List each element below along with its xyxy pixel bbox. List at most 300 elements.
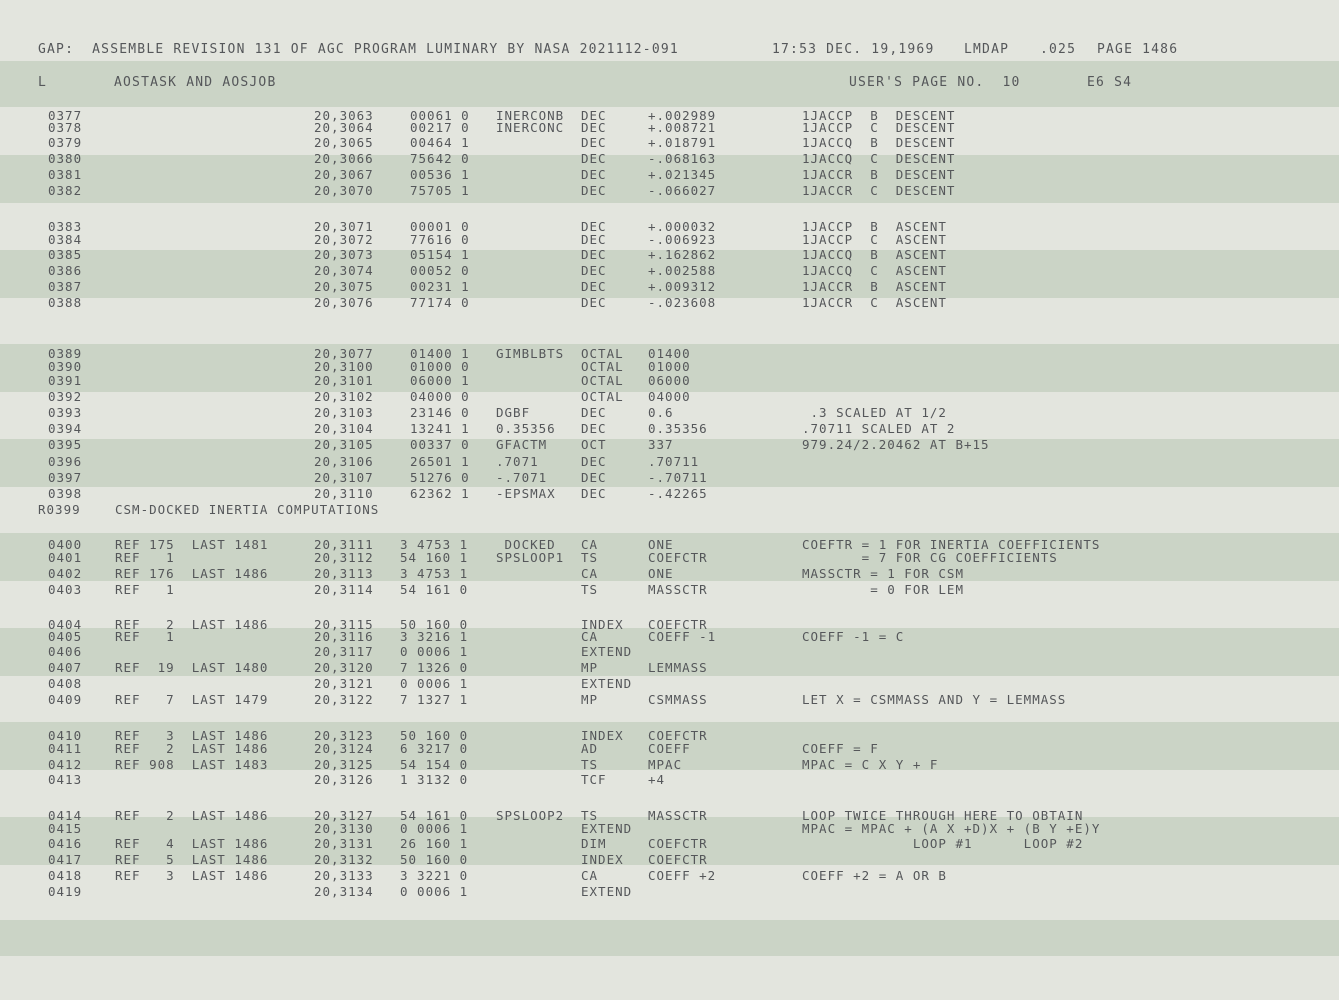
octal-value: 0 0006 1	[400, 676, 469, 691]
line-number: 0396	[48, 454, 83, 469]
operand: .70711	[648, 454, 700, 469]
listing-row	[0, 454, 1339, 470]
opcode: OCTAL	[581, 359, 624, 374]
listing-row	[0, 120, 1339, 136]
operand: 337	[648, 437, 674, 452]
users-page: USER'S PAGE NO. 10	[849, 75, 1021, 90]
opcode: INDEX	[581, 617, 624, 632]
operand: -.42265	[648, 486, 708, 501]
line-number: 0412	[48, 757, 83, 772]
listing-row	[0, 279, 1339, 295]
comment: MASSCTR = 1 FOR CSM	[802, 566, 964, 581]
opcode: DEC	[581, 135, 607, 150]
listing-row	[0, 852, 1339, 868]
octal-value: 50 160 0	[400, 728, 469, 743]
comment: 1JACCR B DESCENT	[802, 167, 956, 182]
operand: -.023608	[648, 295, 717, 310]
comment: COEFF +2 = A OR B	[802, 868, 947, 883]
address: 20,3102	[314, 389, 374, 404]
address: 20,3122	[314, 692, 374, 707]
listing-row	[0, 741, 1339, 757]
address: 20,3075	[314, 279, 374, 294]
opcode: EXTEND	[581, 644, 633, 659]
operand: +.009312	[648, 279, 717, 294]
address: 20,3114	[314, 582, 374, 597]
comment: COEFF = F	[802, 741, 879, 756]
address: 20,3103	[314, 405, 374, 420]
comment: = 7 FOR CG COEFFICIENTS	[802, 550, 1058, 565]
octal-value: 3 4753 1	[400, 566, 469, 581]
opcode: CA	[581, 537, 599, 552]
operand: MASSCTR	[648, 808, 708, 823]
line-number: 0392	[48, 389, 83, 404]
address: 20,3116	[314, 629, 374, 644]
opcode: DEC	[581, 279, 607, 294]
opcode: DIM	[581, 836, 607, 851]
listing-row	[0, 263, 1339, 279]
header-program: LMDAP	[964, 42, 1010, 57]
address: 20,3125	[314, 757, 374, 772]
opcode: DEC	[581, 167, 607, 182]
address: 20,3117	[314, 644, 374, 659]
ref-info: REF 2 LAST 1486	[115, 617, 269, 632]
listing-row	[0, 629, 1339, 645]
address: 20,3131	[314, 836, 374, 851]
line-number: 0400	[48, 537, 83, 552]
octal-value: 26501 1	[410, 454, 470, 469]
address: 20,3067	[314, 167, 374, 182]
address: 20,3063	[314, 108, 374, 123]
operand: +4	[648, 772, 666, 787]
address: 20,3072	[314, 232, 374, 247]
address: 20,3111	[314, 537, 374, 552]
address: 20,3074	[314, 263, 374, 278]
listing-row	[0, 757, 1339, 773]
octal-value: 3 3216 1	[400, 629, 469, 644]
label: -.7071	[496, 470, 548, 485]
line-number: 0384	[48, 232, 83, 247]
octal-value: 50 160 0	[400, 852, 469, 867]
listing-row	[0, 660, 1339, 676]
line-number: 0387	[48, 279, 83, 294]
line-number: 0389	[48, 346, 83, 361]
listing-row	[0, 772, 1339, 788]
operand: LEMMASS	[648, 660, 708, 675]
octal-value: 0 0006 1	[400, 884, 469, 899]
operand: MASSCTR	[648, 582, 708, 597]
line-number: 0391	[48, 373, 83, 388]
operand: 01400	[648, 346, 691, 361]
address: 20,3076	[314, 295, 374, 310]
line-number: R0399	[38, 502, 81, 517]
line-number: 0411	[48, 741, 83, 756]
operand: +.162862	[648, 247, 717, 262]
opcode: INDEX	[581, 852, 624, 867]
ref-info: REF 2 LAST 1486	[115, 741, 269, 756]
octal-value: 13241 1	[410, 421, 470, 436]
address: 20,3130	[314, 821, 374, 836]
octal-value: 00001 0	[410, 219, 470, 234]
line-number: 0416	[48, 836, 83, 851]
comment: 1JACCP C DESCENT	[802, 120, 956, 135]
comment: 1JACCQ B ASCENT	[802, 247, 947, 262]
operand: +.000032	[648, 219, 717, 234]
label: DGBF	[496, 405, 531, 420]
line-number: 0401	[48, 550, 83, 565]
operand: -.066027	[648, 183, 717, 198]
label: INERCONC	[496, 120, 565, 135]
comment: COEFF -1 = C	[802, 629, 905, 644]
label: SPSLOOP2	[496, 808, 565, 823]
opcode: DEC	[581, 405, 607, 420]
opcode: EXTEND	[581, 884, 633, 899]
listing-row	[0, 566, 1339, 582]
listing-row	[0, 470, 1339, 486]
opcode: INDEX	[581, 728, 624, 743]
line-number: 0381	[48, 167, 83, 182]
address: 20,3073	[314, 247, 374, 262]
operand: -.70711	[648, 470, 708, 485]
operand: MPAC	[648, 757, 683, 772]
line-number: 0397	[48, 470, 83, 485]
octal-value: 0 0006 1	[400, 644, 469, 659]
line-number: 0415	[48, 821, 83, 836]
header-code: .025	[1040, 42, 1077, 57]
ref-info: REF 175 LAST 1481	[115, 537, 269, 552]
label: 0.35356	[496, 421, 556, 436]
section-title: AOSTASK AND AOSJOB	[114, 75, 277, 90]
octal-value: 77174 0	[410, 295, 470, 310]
label: INERCONB	[496, 108, 565, 123]
line-number: 0395	[48, 437, 83, 452]
section-header	[0, 75, 1339, 91]
octal-value: 54 154 0	[400, 757, 469, 772]
address: 20,3065	[314, 135, 374, 150]
operand: +.002588	[648, 263, 717, 278]
opcode: TS	[581, 582, 599, 597]
opcode: DEC	[581, 219, 607, 234]
octal-value: 01000 0	[410, 359, 470, 374]
listing-row	[0, 676, 1339, 692]
opcode: MP	[581, 660, 599, 675]
opcode: DEC	[581, 454, 607, 469]
address: 20,3100	[314, 359, 374, 374]
octal-value: 3 3221 0	[400, 868, 469, 883]
comment: 1JACCQ B DESCENT	[802, 135, 956, 150]
line-number: 0406	[48, 644, 83, 659]
operand: COEFCTR	[648, 836, 708, 851]
opcode: OCTAL	[581, 389, 624, 404]
operand: -.006923	[648, 232, 717, 247]
opcode: DEC	[581, 232, 607, 247]
line-number: 0409	[48, 692, 83, 707]
octal-value: 54 161 0	[400, 582, 469, 597]
address: 20,3124	[314, 741, 374, 756]
ref-info: REF 4 LAST 1486	[115, 836, 269, 851]
operand: 04000	[648, 389, 691, 404]
listing-row	[0, 151, 1339, 167]
comment: 1JACCR B ASCENT	[802, 279, 947, 294]
octal-value: 75705 1	[410, 183, 470, 198]
opcode: MP	[581, 692, 599, 707]
listing-row	[0, 437, 1339, 453]
opcode: DEC	[581, 295, 607, 310]
opcode: CA	[581, 868, 599, 883]
listing-row	[0, 232, 1339, 248]
comment: = 0 FOR LEM	[802, 582, 964, 597]
octal-value: 1 3132 0	[400, 772, 469, 787]
opcode: DEC	[581, 183, 607, 198]
line-number: 0383	[48, 219, 83, 234]
octal-value: 00464 1	[410, 135, 470, 150]
operand: COEFF -1	[648, 629, 717, 644]
opcode: DEC	[581, 421, 607, 436]
line-number: 0418	[48, 868, 83, 883]
opcode: DEC	[581, 263, 607, 278]
operand: +.008721	[648, 120, 717, 135]
line-number: 0388	[48, 295, 83, 310]
ref-info: REF 3 LAST 1486	[115, 868, 269, 883]
address: 20,3132	[314, 852, 374, 867]
paper-band	[0, 920, 1339, 956]
comment: 1JACCQ C ASCENT	[802, 263, 947, 278]
address: 20,3106	[314, 454, 374, 469]
opcode: DEC	[581, 470, 607, 485]
octal-value: 00061 0	[410, 108, 470, 123]
line-number: 0379	[48, 135, 83, 150]
octal-value: 50 160 0	[400, 617, 469, 632]
octal-value: 23146 0	[410, 405, 470, 420]
address: 20,3120	[314, 660, 374, 675]
line-number: 0402	[48, 566, 83, 581]
ref-info: CSM-DOCKED INERTIA COMPUTATIONS	[115, 502, 380, 517]
ref-info: REF 2 LAST 1486	[115, 808, 269, 823]
comment: 1JACCP B ASCENT	[802, 219, 947, 234]
line-number: 0410	[48, 728, 83, 743]
listing-row	[0, 821, 1339, 837]
octal-value: 54 161 0	[400, 808, 469, 823]
octal-value: 51276 0	[410, 470, 470, 485]
listing-row	[0, 836, 1339, 852]
opcode: DEC	[581, 108, 607, 123]
operand: 06000	[648, 373, 691, 388]
address: 20,3066	[314, 151, 374, 166]
address: 20,3112	[314, 550, 374, 565]
ref-info: REF 1	[115, 550, 175, 565]
operand: COEFCTR	[648, 728, 708, 743]
line-number: 0417	[48, 852, 83, 867]
octal-value: 7 1327 1	[400, 692, 469, 707]
octal-value: 3 4753 1	[400, 537, 469, 552]
comment: LET X = CSMMASS AND Y = LEMMASS	[802, 692, 1067, 707]
comment: 1JACCR C DESCENT	[802, 183, 956, 198]
operand: COEFF	[648, 741, 691, 756]
label: SPSLOOP1	[496, 550, 565, 565]
sheet-id: E6 S4	[1087, 75, 1133, 90]
opcode: CA	[581, 566, 599, 581]
listing-row	[0, 582, 1339, 598]
address: 20,3105	[314, 437, 374, 452]
page-header	[0, 42, 1339, 58]
listing-row	[0, 183, 1339, 199]
address: 20,3127	[314, 808, 374, 823]
address: 20,3077	[314, 346, 374, 361]
listing-row	[0, 167, 1339, 183]
address: 20,3101	[314, 373, 374, 388]
octal-value: 00231 1	[410, 279, 470, 294]
address: 20,3133	[314, 868, 374, 883]
opcode: EXTEND	[581, 676, 633, 691]
octal-value: 00052 0	[410, 263, 470, 278]
address: 20,3121	[314, 676, 374, 691]
line-number: 0385	[48, 247, 83, 262]
opcode: TS	[581, 550, 599, 565]
line-number: 0378	[48, 120, 83, 135]
opcode: TS	[581, 808, 599, 823]
octal-value: 05154 1	[410, 247, 470, 262]
listing-row	[0, 295, 1339, 311]
opcode: TS	[581, 757, 599, 772]
opcode: DEC	[581, 486, 607, 501]
comment: 1JACCR C ASCENT	[802, 295, 947, 310]
opcode: CA	[581, 629, 599, 644]
opcode: DEC	[581, 247, 607, 262]
opcode: OCT	[581, 437, 607, 452]
octal-value: 6 3217 0	[400, 741, 469, 756]
octal-value: 06000 1	[410, 373, 470, 388]
section-mark: L	[38, 75, 48, 90]
comment: LOOP #1 LOOP #2	[802, 836, 1084, 851]
line-number: 0393	[48, 405, 83, 420]
operand: 0.35356	[648, 421, 708, 436]
ref-info: REF 3 LAST 1486	[115, 728, 269, 743]
address: 20,3113	[314, 566, 374, 581]
operand: ONE	[648, 566, 674, 581]
comment: 1JACCP C ASCENT	[802, 232, 947, 247]
listing-row	[0, 405, 1339, 421]
comment: 979.24/2.20462 AT B+15	[802, 437, 990, 452]
listing-row	[0, 884, 1339, 900]
listing-row	[0, 389, 1339, 405]
address: 20,3104	[314, 421, 374, 436]
listing-row	[0, 135, 1339, 151]
opcode: OCTAL	[581, 346, 624, 361]
address: 20,3134	[314, 884, 374, 899]
ref-info: REF 176 LAST 1486	[115, 566, 269, 581]
address: 20,3064	[314, 120, 374, 135]
comment: .70711 SCALED AT 2	[802, 421, 956, 436]
octal-value: 00536 1	[410, 167, 470, 182]
octal-value: 26 160 1	[400, 836, 469, 851]
opcode: EXTEND	[581, 821, 633, 836]
opcode: DEC	[581, 151, 607, 166]
listing-row	[0, 550, 1339, 566]
address: 20,3126	[314, 772, 374, 787]
comment: 1JACCP B DESCENT	[802, 108, 956, 123]
listing-row	[0, 692, 1339, 708]
line-number: 0394	[48, 421, 83, 436]
header-title: GAP: ASSEMBLE REVISION 131 OF AGC PROGRAM LUMINARY BY NASA 2021112-091	[38, 42, 679, 57]
comment: COEFTR = 1 FOR INERTIA COEFFICIENTS	[802, 537, 1101, 552]
line-number: 0380	[48, 151, 83, 166]
line-number: 0413	[48, 772, 83, 787]
line-number: 0405	[48, 629, 83, 644]
line-number: 0407	[48, 660, 83, 675]
comment: 1JACCQ C DESCENT	[802, 151, 956, 166]
octal-value: 04000 0	[410, 389, 470, 404]
label: GFACTM	[496, 437, 548, 452]
ref-info: REF 5 LAST 1486	[115, 852, 269, 867]
listing-row	[0, 486, 1339, 502]
header-timestamp: 17:53 DEC. 19,1969	[772, 42, 935, 57]
label: GIMBLBTS	[496, 346, 565, 361]
label: -EPSMAX	[496, 486, 556, 501]
ref-info: REF 1	[115, 582, 175, 597]
line-number: 0408	[48, 676, 83, 691]
line-number: 0386	[48, 263, 83, 278]
listing-row	[0, 502, 1339, 518]
address: 20,3115	[314, 617, 374, 632]
label: DOCKED	[496, 537, 556, 552]
line-number: 0403	[48, 582, 83, 597]
operand: +.021345	[648, 167, 717, 182]
operand: COEFF +2	[648, 868, 717, 883]
operand: 01000	[648, 359, 691, 374]
address: 20,3123	[314, 728, 374, 743]
line-number: 0398	[48, 486, 83, 501]
line-number: 0382	[48, 183, 83, 198]
line-number: 0377	[48, 108, 83, 123]
comment: LOOP TWICE THROUGH HERE TO OBTAIN	[802, 808, 1084, 823]
comment: MPAC = MPAC + (A X +D)X + (B Y +E)Y	[802, 821, 1101, 836]
operand: COEFCTR	[648, 852, 708, 867]
listing-row	[0, 421, 1339, 437]
listing-row	[0, 247, 1339, 263]
listing-row	[0, 373, 1339, 389]
operand: 0.6	[648, 405, 674, 420]
listing-row	[0, 868, 1339, 884]
opcode: AD	[581, 741, 599, 756]
octal-value: 01400 1	[410, 346, 470, 361]
address: 20,3070	[314, 183, 374, 198]
line-number: 0390	[48, 359, 83, 374]
operand: ONE	[648, 537, 674, 552]
line-number: 0419	[48, 884, 83, 899]
operand: COEFCTR	[648, 550, 708, 565]
octal-value: 7 1326 0	[400, 660, 469, 675]
operand: +.002989	[648, 108, 717, 123]
opcode: DEC	[581, 120, 607, 135]
operand: -.068163	[648, 151, 717, 166]
octal-value: 00337 0	[410, 437, 470, 452]
address: 20,3071	[314, 219, 374, 234]
ref-info: REF 19 LAST 1480	[115, 660, 269, 675]
listing-row	[0, 644, 1339, 660]
octal-value: 77616 0	[410, 232, 470, 247]
operand: +.018791	[648, 135, 717, 150]
address: 20,3110	[314, 486, 374, 501]
operand: COEFCTR	[648, 617, 708, 632]
opcode: OCTAL	[581, 373, 624, 388]
ref-info: REF 1	[115, 629, 175, 644]
ref-info: REF 7 LAST 1479	[115, 692, 269, 707]
opcode: TCF	[581, 772, 607, 787]
octal-value: 62362 1	[410, 486, 470, 501]
comment: .3 SCALED AT 1/2	[802, 405, 947, 420]
ref-info: REF 908 LAST 1483	[115, 757, 269, 772]
line-number: 0404	[48, 617, 83, 632]
octal-value: 75642 0	[410, 151, 470, 166]
